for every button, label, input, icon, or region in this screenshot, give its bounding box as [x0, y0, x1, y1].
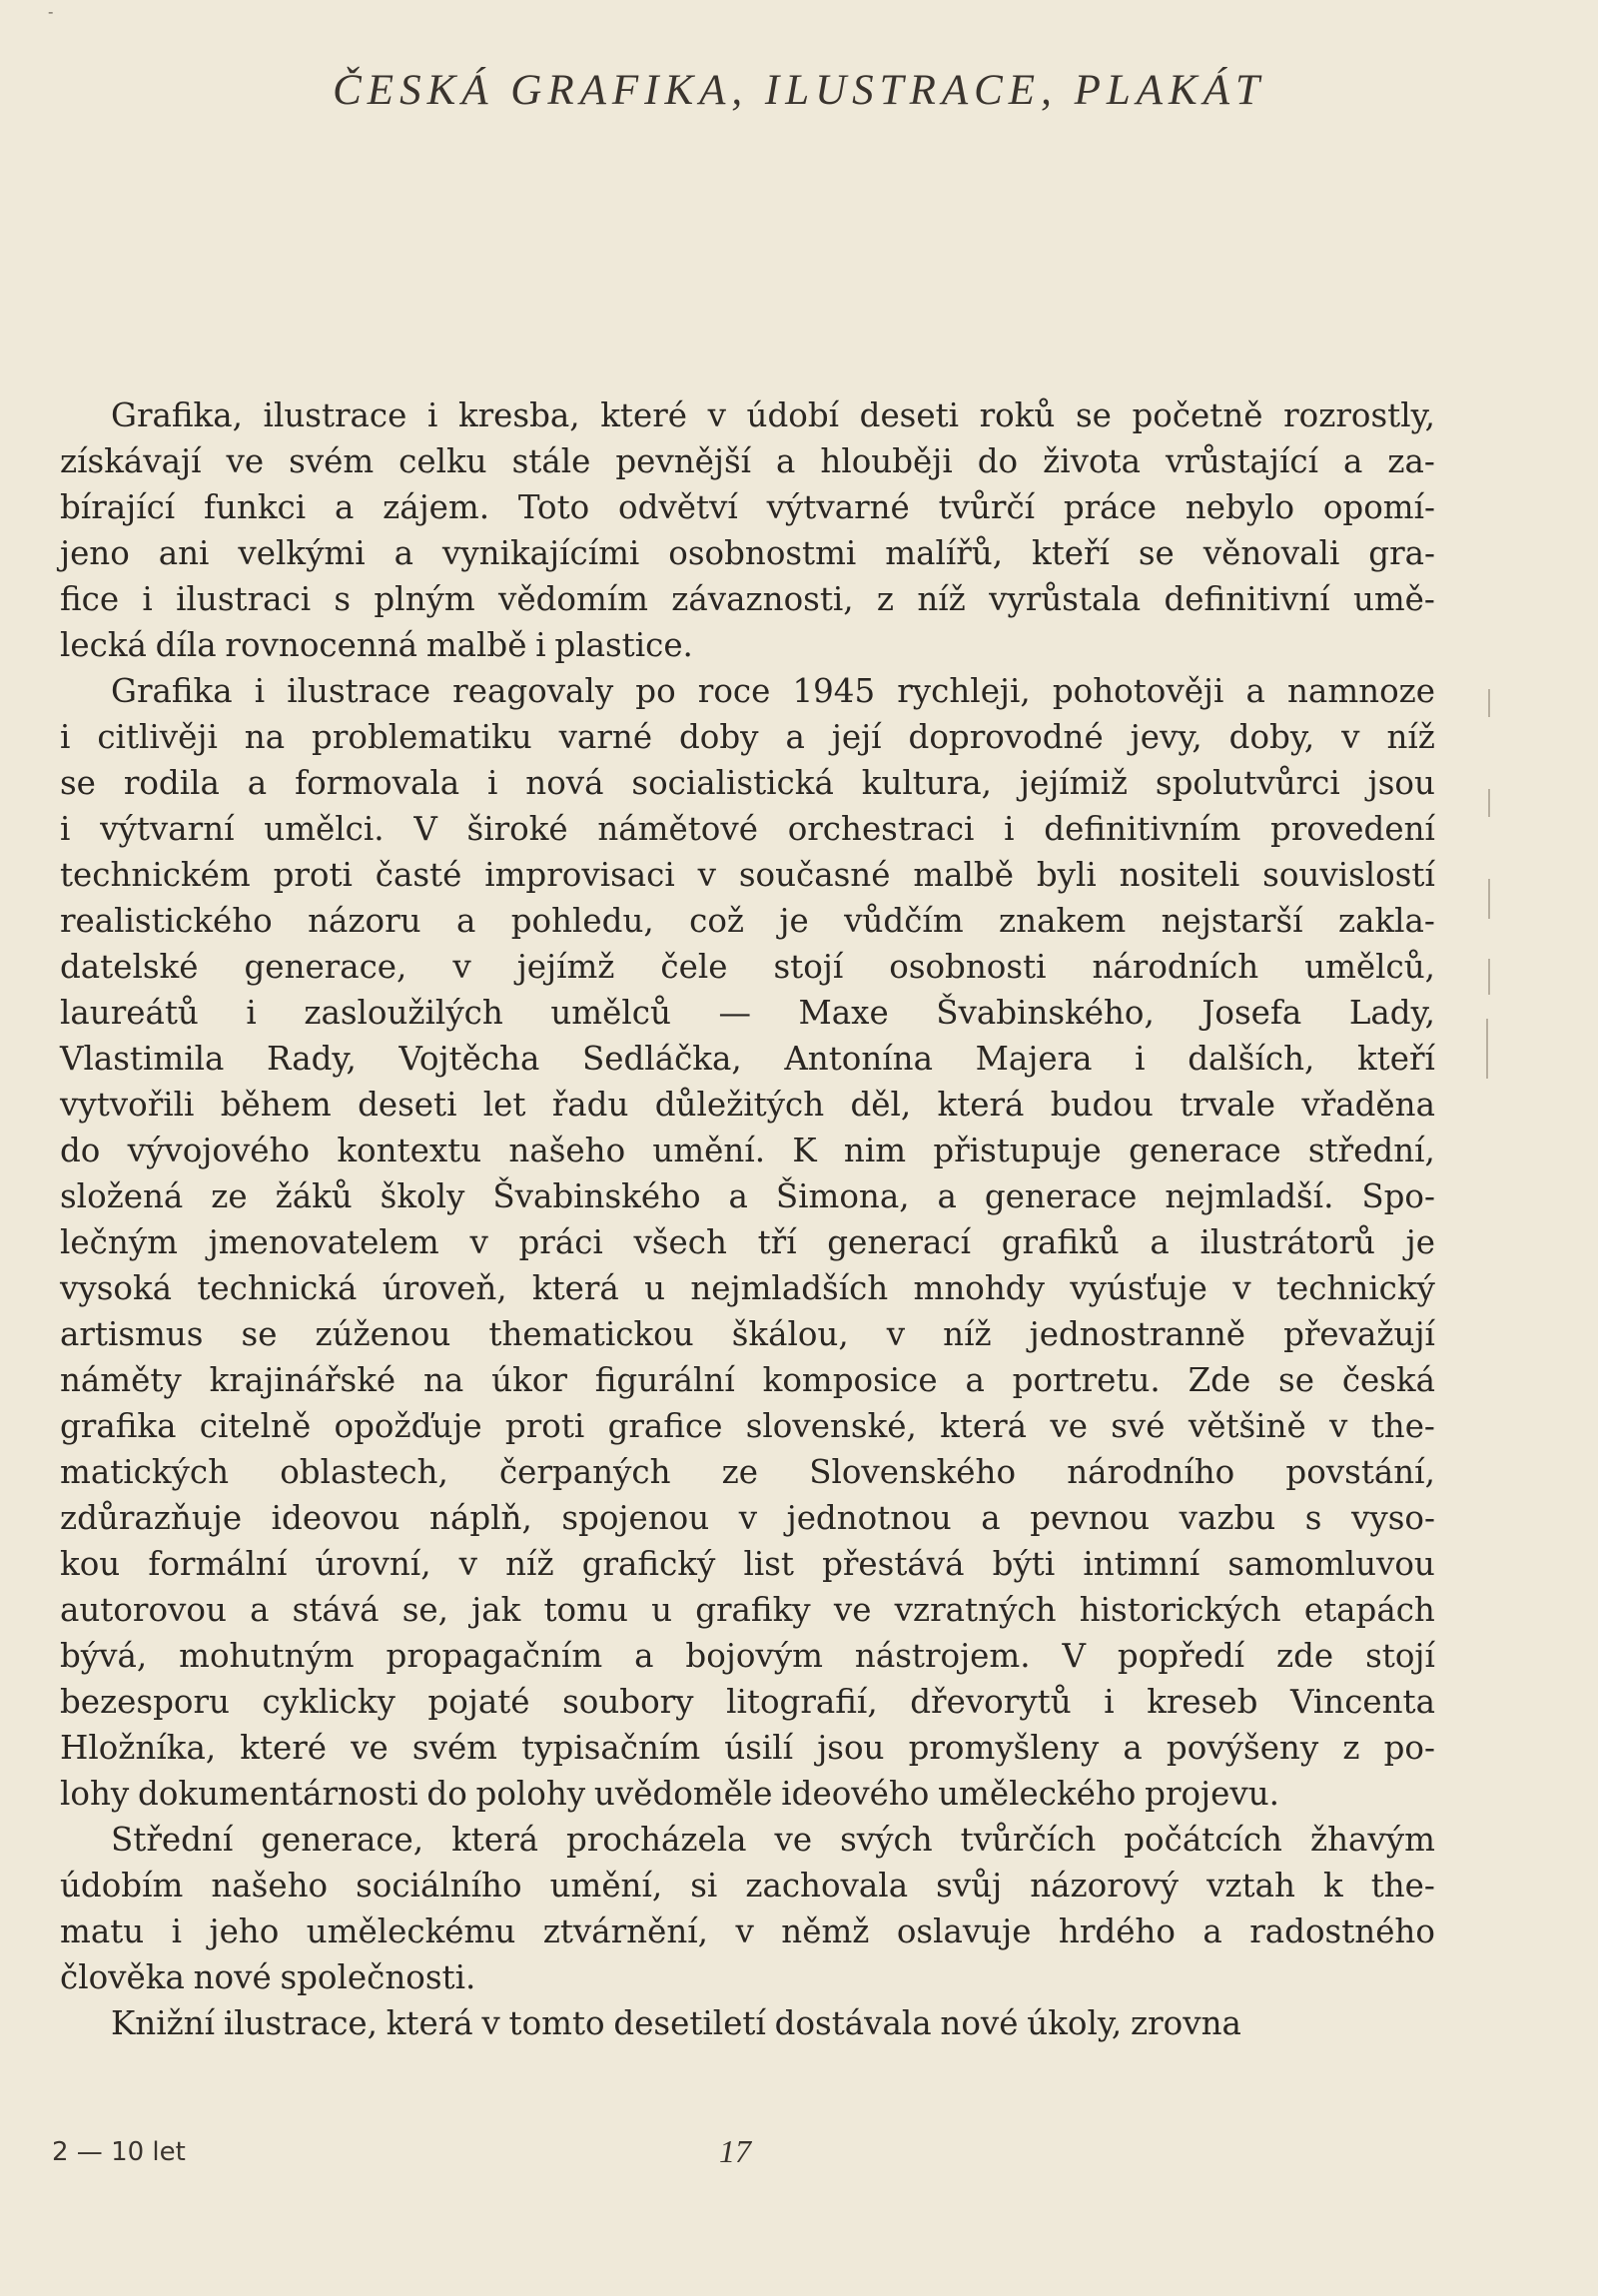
- text-line: bírající funkci a zájem. Toto odvětví výtvarné tvůrčí práce nebylo opomí-: [60, 488, 1435, 526]
- text-line: do vývojového kontextu našeho umění. K nim přistupuje generace střední,: [60, 1132, 1435, 1169]
- text-line: složená ze žáků školy Švabinského a Šimona, a generace nejmladší. Spo-: [60, 1177, 1435, 1215]
- text-line: Hložníka, které ve svém typisačním úsilí jsou promyšleny a povýšeny z po-: [60, 1729, 1435, 1767]
- text-line: autorovou a stává se, jak tomu u grafiky ve vzratných historických etapách: [60, 1591, 1435, 1629]
- text-line: fice i ilustraci s plným vědomím závaznosti, z níž vyrůstala definitivní umě-: [60, 580, 1435, 618]
- page-number: 17: [719, 2133, 751, 2169]
- margin-mark: [1488, 789, 1490, 817]
- text-line: bezesporu cyklicky pojaté soubory litografií, dřevorytů i kreseb Vincenta: [60, 1683, 1435, 1721]
- text-line: Grafika, ilustrace i kresba, které v údobí deseti roků se početně rozrostly,: [111, 396, 1435, 434]
- text-line: lohy dokumentárnosti do polohy uvědoměle ideového uměleckého projevu.: [60, 1775, 1279, 1813]
- margin-mark: [1488, 879, 1490, 919]
- margin-mark: [1486, 1019, 1488, 1079]
- text-line: náměty krajinářské na úkor figurální komposice a portretu. Zde se česká: [60, 1361, 1435, 1399]
- text-line: i výtvarní umělci. V široké námětové orchestraci i definitivním provedení: [60, 810, 1435, 848]
- text-line: údobím našeho sociálního umění, si zachovala svůj názorový vztah k the-: [60, 1867, 1435, 1905]
- text-line: se rodila a formovala i nová socialistická kultura, jejímiž spolutvůrci jsou: [60, 764, 1435, 802]
- text-line: lecká díla rovnocenná malbě i plastice.: [60, 626, 693, 664]
- text-line: i citlivěji na problematiku varné doby a její doprovodné jevy, doby, v níž: [60, 718, 1435, 756]
- running-header: ČESKÁ GRAFIKA, ILUSTRACE, PLAKÁT: [333, 67, 1265, 114]
- text-line: bývá, mohutným propagačním a bojovým nástrojem. V popředí zde stojí: [60, 1637, 1435, 1675]
- text-line: Knižní ilustrace, která v tomto desetiletí dostávala nové úkoly, zrovna: [111, 2004, 1241, 2042]
- text-line: technickém proti časté improvisaci v současné malbě byli nositeli souvislostí: [60, 856, 1435, 894]
- text-line: Vlastimila Rady, Vojtěcha Sedláčka, Antonína Majera i dalších, kteří: [60, 1040, 1435, 1078]
- text-line: matu i jeho uměleckému ztvárnění, v němž oslavuje hrdého a radostného: [60, 1913, 1435, 1950]
- text-line: grafika citelně opožďuje proti grafice slovenské, která ve své většině v the-: [60, 1407, 1435, 1445]
- text-line: vysoká technická úroveň, která u nejmladších mnohdy vyúsťuje v technický: [60, 1269, 1435, 1307]
- text-line: člověka nové společnosti.: [60, 1958, 476, 1996]
- text-line: lečným jmenovatelem v práci všech tří generací grafiků a ilustrátorů je: [60, 1223, 1435, 1261]
- text-line: laureátů i zasloužilých umělců — Maxe Švabinského, Josefa Lady,: [60, 994, 1435, 1032]
- text-line: matických oblastech, čerpaných ze Slovenského národního povstání,: [60, 1453, 1435, 1491]
- text-line: datelské generace, v jejímž čele stojí osobnosti národních umělců,: [60, 948, 1435, 986]
- text-line: Grafika i ilustrace reagovaly po roce 1945 rychleji, pohotověji a namnoze: [111, 672, 1435, 710]
- printer-signature: 2 — 10 let: [52, 2137, 186, 2167]
- text-line: zdůrazňuje ideovou náplň, spojenou v jednotnou a pevnou vazbu s vyso-: [60, 1499, 1435, 1537]
- text-line: realistického názoru a pohledu, což je vůdčím znakem nejstarší zakla-: [60, 902, 1435, 940]
- text-line: vytvořili během deseti let řadu důležitých děl, která budou trvale vřaděna: [60, 1086, 1435, 1124]
- corner-mark: -: [48, 2, 54, 21]
- text-line: kou formální úrovní, v níž grafický list přestává býti intimní samomluvou: [60, 1545, 1435, 1583]
- text-line: získávají ve svém celku stále pevnější a hlouběji do života vrůstající a za-: [60, 442, 1435, 480]
- margin-mark: [1488, 689, 1490, 717]
- text-line: Střední generace, která procházela ve svých tvůrčích počátcích žhavým: [111, 1821, 1435, 1859]
- text-line: artismus se zúženou thematickou škálou, v níž jednostranně převažují: [60, 1315, 1435, 1353]
- body-text: [60, 392, 1435, 2046]
- text-line: jeno ani velkými a vynikajícími osobnostmi malířů, kteří se věnovali gra-: [60, 534, 1435, 572]
- margin-mark: [1488, 959, 1490, 995]
